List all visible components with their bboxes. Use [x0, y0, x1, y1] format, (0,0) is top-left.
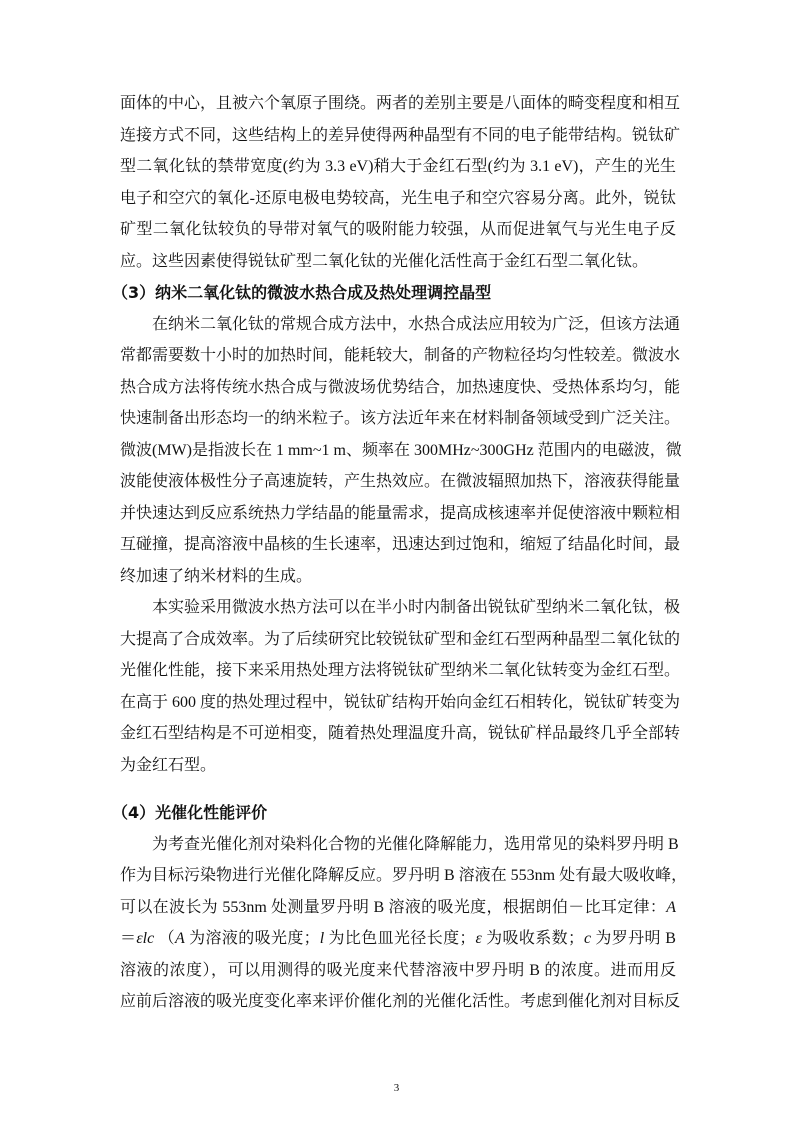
text-line: 面体的中心，且被六个氧原子围绕。两者的差别主要是八面体的畸变程度和相互	[120, 95, 681, 112]
text-line: 热合成方法将传统水热合成与微波场优势结合，加热速度快、受热体系均匀，能	[120, 378, 681, 396]
text-segment: 为罗丹明 B	[591, 930, 676, 947]
page-number: 3	[393, 1082, 400, 1094]
text-segment: ＝	[120, 930, 137, 947]
text-line	[120, 892, 676, 924]
text-line: 微波(MW)是指波长在 1 mm~1 m、频率在 300MHz~300GHz 范围内的电磁波，微	[120, 441, 682, 459]
section-heading: （3）纳米二氧化钛的微波水热合成及热处理调控晶型	[112, 283, 492, 302]
text-line: 常都需要数十小时的加热时间，能耗较大，制备的产物粒径均匀性较差。微波水	[120, 347, 681, 364]
text-line: 为金红石型。	[120, 756, 217, 774]
text-line: 互碰撞，提高溶液中晶核的生长速率，迅速达到过饱和，缩短了结晶化时间，最	[120, 536, 681, 553]
text-line: 型二氧化钛的禁带宽度(约为 3.3 eV)稍大于金红石型(约为 3.1 eV)，产生的光生	[120, 158, 676, 175]
text-line: 为考查光催化剂对染料化合物的光催化降解能力，选用常见的染料罗丹明 B	[152, 835, 679, 853]
section-heading: （4）光催化性能评价	[112, 803, 268, 822]
math-symbol: c	[583, 930, 592, 947]
text-line: 大提高了合成效率。为了后续研究比较锐钛矿型和金红石型两种晶型二氧化钛的	[120, 630, 681, 648]
paragraph	[120, 829, 688, 1018]
text-line: 终加速了纳米材料的生成。	[120, 567, 313, 585]
text-line	[120, 923, 676, 955]
text-line: 应前后溶液的吸光度变化率来评价催化剂的光催化活性。考虑到催化剂对目标反	[120, 993, 681, 1010]
text-segment: 为溶液的吸光度；	[184, 930, 320, 947]
paragraph	[120, 592, 681, 781]
math-symbol: ε	[475, 930, 482, 947]
math-symbol: l	[319, 930, 325, 947]
text-line: 光催化性能，接下来采用热处理方法将锐钛矿型纳米二氧化钛转变为金红石型。	[120, 662, 681, 679]
text-line: 金红石型结构是不可逆相变，随着热处理温度升高，锐钛矿样品最终几乎全部转	[120, 725, 681, 742]
math-symbol: A	[174, 930, 185, 947]
text-line: 应。这些因素使得锐钛矿型二氧化钛的光催化活性高于金红石型二氧化钛。	[120, 252, 649, 270]
math-symbol: εlc	[136, 930, 155, 947]
text-line: 本实验采用微波水热方法可以在半小时内制备出锐钛矿型纳米二氧化钛，极	[152, 599, 681, 616]
text-line: 在纳米二氧化钛的常规合成方法中，水热合成法应用较为广泛，但该方法通	[152, 315, 681, 333]
paragraph	[120, 88, 681, 277]
text-segment: 为比色皿光径长度；	[324, 930, 476, 947]
text-line: 溶液的浓度），可以用测得的吸光度来代替溶液中罗丹明 B 的浓度。进而用反	[120, 961, 676, 979]
text-segment: 可以在波长为 553nm 处测量罗丹明 B 溶液的吸光度，根据朗伯－比耳定律：	[120, 898, 667, 916]
text-line: 矿型二氧化钛较负的导带对氧气的吸附能力较强，从而促进氧气与光生电子反	[120, 221, 676, 238]
text-line: 并快速达到反应系统热力学结晶的能量需求，提高成核速率并促使溶液中颗粒相	[120, 504, 681, 522]
text-line: 电子和空穴的氧化-还原电极电势较高，光生电子和空穴容易分离。此外，锐钛	[120, 189, 676, 207]
text-line: 快速制备出形态均一的纳米粒子。该方法近年来在材料制备领域受到广泛关注。	[120, 410, 681, 427]
math-symbol: A	[666, 898, 676, 916]
text-segment: 为吸收系数；	[481, 930, 584, 947]
text-line: 波能使液体极性分子高速旋转，产生热效应。在微波辐照加热下，溶液获得能量	[120, 473, 681, 490]
text-line: 作为目标污染物进行光催化降解反应。罗丹明 B 溶液在 553nm 处有最大吸收峰，	[120, 867, 688, 884]
text-segment: （	[154, 930, 175, 947]
document-body	[112, 88, 688, 1018]
paragraph	[120, 309, 682, 593]
text-line: 在高于 600 度的热处理过程中，锐钛矿结构开始向金红石相转化，锐钛矿转变为	[120, 693, 681, 711]
text-line: 连接方式不同，这些结构上的差异使得两种晶型有不同的电子能带结构。锐钛矿	[120, 126, 681, 144]
